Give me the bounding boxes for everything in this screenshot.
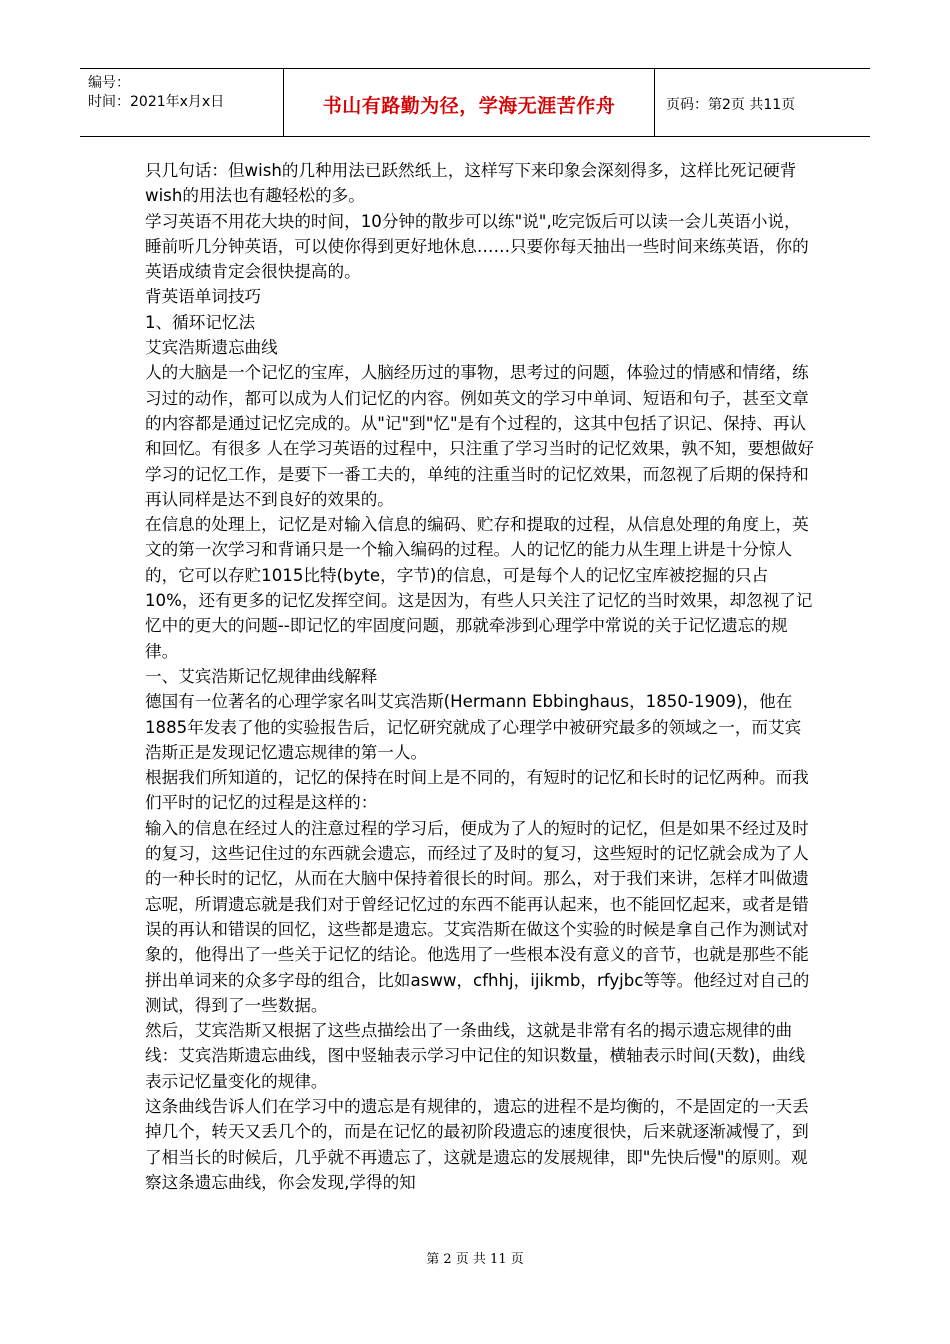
header-page-info: 页码：第2页 共11页: [666, 97, 796, 113]
header-page-cell: [656, 69, 870, 136]
document-number-label: 编号：: [88, 75, 130, 91]
header-motto-cell: [284, 69, 655, 136]
section-heading: 一、艾宾浩斯记忆规律曲线解释: [145, 666, 378, 686]
section-heading: 艾宾浩斯遗忘曲线: [145, 338, 278, 358]
section-heading: 1、循环记忆法: [145, 312, 256, 332]
body-paragraph: 输入的信息在经过人的注意过程的学习后，便成为了人的短时的记忆，但是如果不经过及时的复习，这些记住过的东西就会遗忘，而经过了及时的复习，这些短时的记忆就会成为了人的一种长时的记忆，从而在大脑中保持着很长的时间。那么，对于我们来讲，怎样才叫做遗忘呢，所谓遗忘就是我们对于曾经记忆过的东西不能再认起来，也不能回忆起来，或者是错误的再认和错误的回忆，这些都是遗忘。艾宾浩斯在做这个实验的时候是拿自己作为测试对象的，他得出了一些关于记忆的结论。他选用了一些根本没有意义的音节，也就是那些不能拼出单词来的众多字母的组合，比如asww，cfhhj，ijikmb，rfyjbc等等。他经过对自己的测试，得到了一些数据。: [145, 818, 810, 1015]
body-paragraph: 只几句话：但wish的几种用法已跃然纸上，这样写下来印象会深刻得多，这样比死记硬背wish的用法也有趣轻松的多。: [145, 161, 797, 206]
header-meta-cell: [80, 69, 284, 136]
page-header: [80, 68, 870, 137]
body-paragraph: 在信息的处理上，记忆是对输入信息的编码、贮存和提取的过程，从信息处理的角度上，英文的第一次学习和背诵只是一个输入编码的过程。人的记忆的能力从生理上讲是十分惊人的，它可以存贮1015比特(byte，字节)的信息，可是每个人的记忆宝库被挖掘的只占10%，还有更多的记忆发挥空间。这是因为，有些人只关注了记忆的当时效果，却忽视了记忆中的更大的问题--即记忆的牢固度问题，那就牵涉到心理学中常说的关于记忆遗忘的规律。: [145, 515, 813, 661]
section-heading: 背英语单词技巧: [145, 287, 262, 307]
body-paragraph: 学习英语不用花大块的时间，10分钟的散步可以练"说",吃完饭后可以读一会儿英语小说，睡前听几分钟英语，可以使你得到更好地休息……只要你每天抽出一些时间来练英语，你的英语成绩肯定会很快提高的。: [145, 211, 809, 282]
document-time-label: 时间：2021年x月x日: [88, 94, 225, 110]
body-paragraph: 然后，艾宾浩斯又根据了这些点描绘出了一条曲线，这就是非常有名的揭示遗忘规律的曲线：艾宾浩斯遗忘曲线，图中竖轴表示学习中记住的知识数量，横轴表示时间(天数)，曲线表示记忆量变化的规律。: [145, 1021, 806, 1091]
body-paragraph: 这条曲线告诉人们在学习中的遗忘是有规律的，遗忘的进程不是均衡的，不是固定的一天丢掉几个，转天又丢几个的，而是在记忆的最初阶段遗忘的速度很快，后来就逐渐减慢了，到了相当长的时候后，几乎就不再遗忘了，这就是遗忘的发展规律，即"先快后慢"的原则。观察这条遗忘曲线，你会发现,学得的知: [145, 1096, 809, 1192]
header-motto: 书山有路勤为径，学海无涯苦作舟: [322, 95, 616, 117]
body-paragraph: 人的大脑是一个记忆的宝库，人脑经历过的事物，思考过的问题，体验过的情感和情绪，练习过的动作，都可以成为人们记忆的内容。例如英文的学习中单词、短语和句子，甚至文章的内容都是通过记忆完成的。从"记"到"忆"是有个过程的，这其中包括了识记、保持、再认和回忆。有很多 人在学习英语的过程中，只注重了学习当时的记忆效果，孰不知，要想做好学习的记忆工作，是要下一番工夫的，单纯的注重当时的记忆效果，而忽视了后期的保持和再认同样是达不到良好的效果的。: [145, 363, 815, 509]
body-paragraph: 德国有一位著名的心理学家名叫艾宾浩斯(Hermann Ebbinghaus，1850-1909)，他在1885年发表了他的实验报告后，记忆研究就成了心理学中被研究最多的领域之一，而艾宾浩斯正是发现记忆遗忘规律的第一人。: [145, 692, 802, 762]
page-footer: 第 2 页 共 11 页: [426, 1252, 524, 1267]
body-paragraph: 根据我们所知道的，记忆的保持在时间上是不同的，有短时的记忆和长时的记忆两种。而我们平时的记忆的过程是这样的：: [145, 768, 809, 813]
document-body: [145, 158, 817, 1195]
